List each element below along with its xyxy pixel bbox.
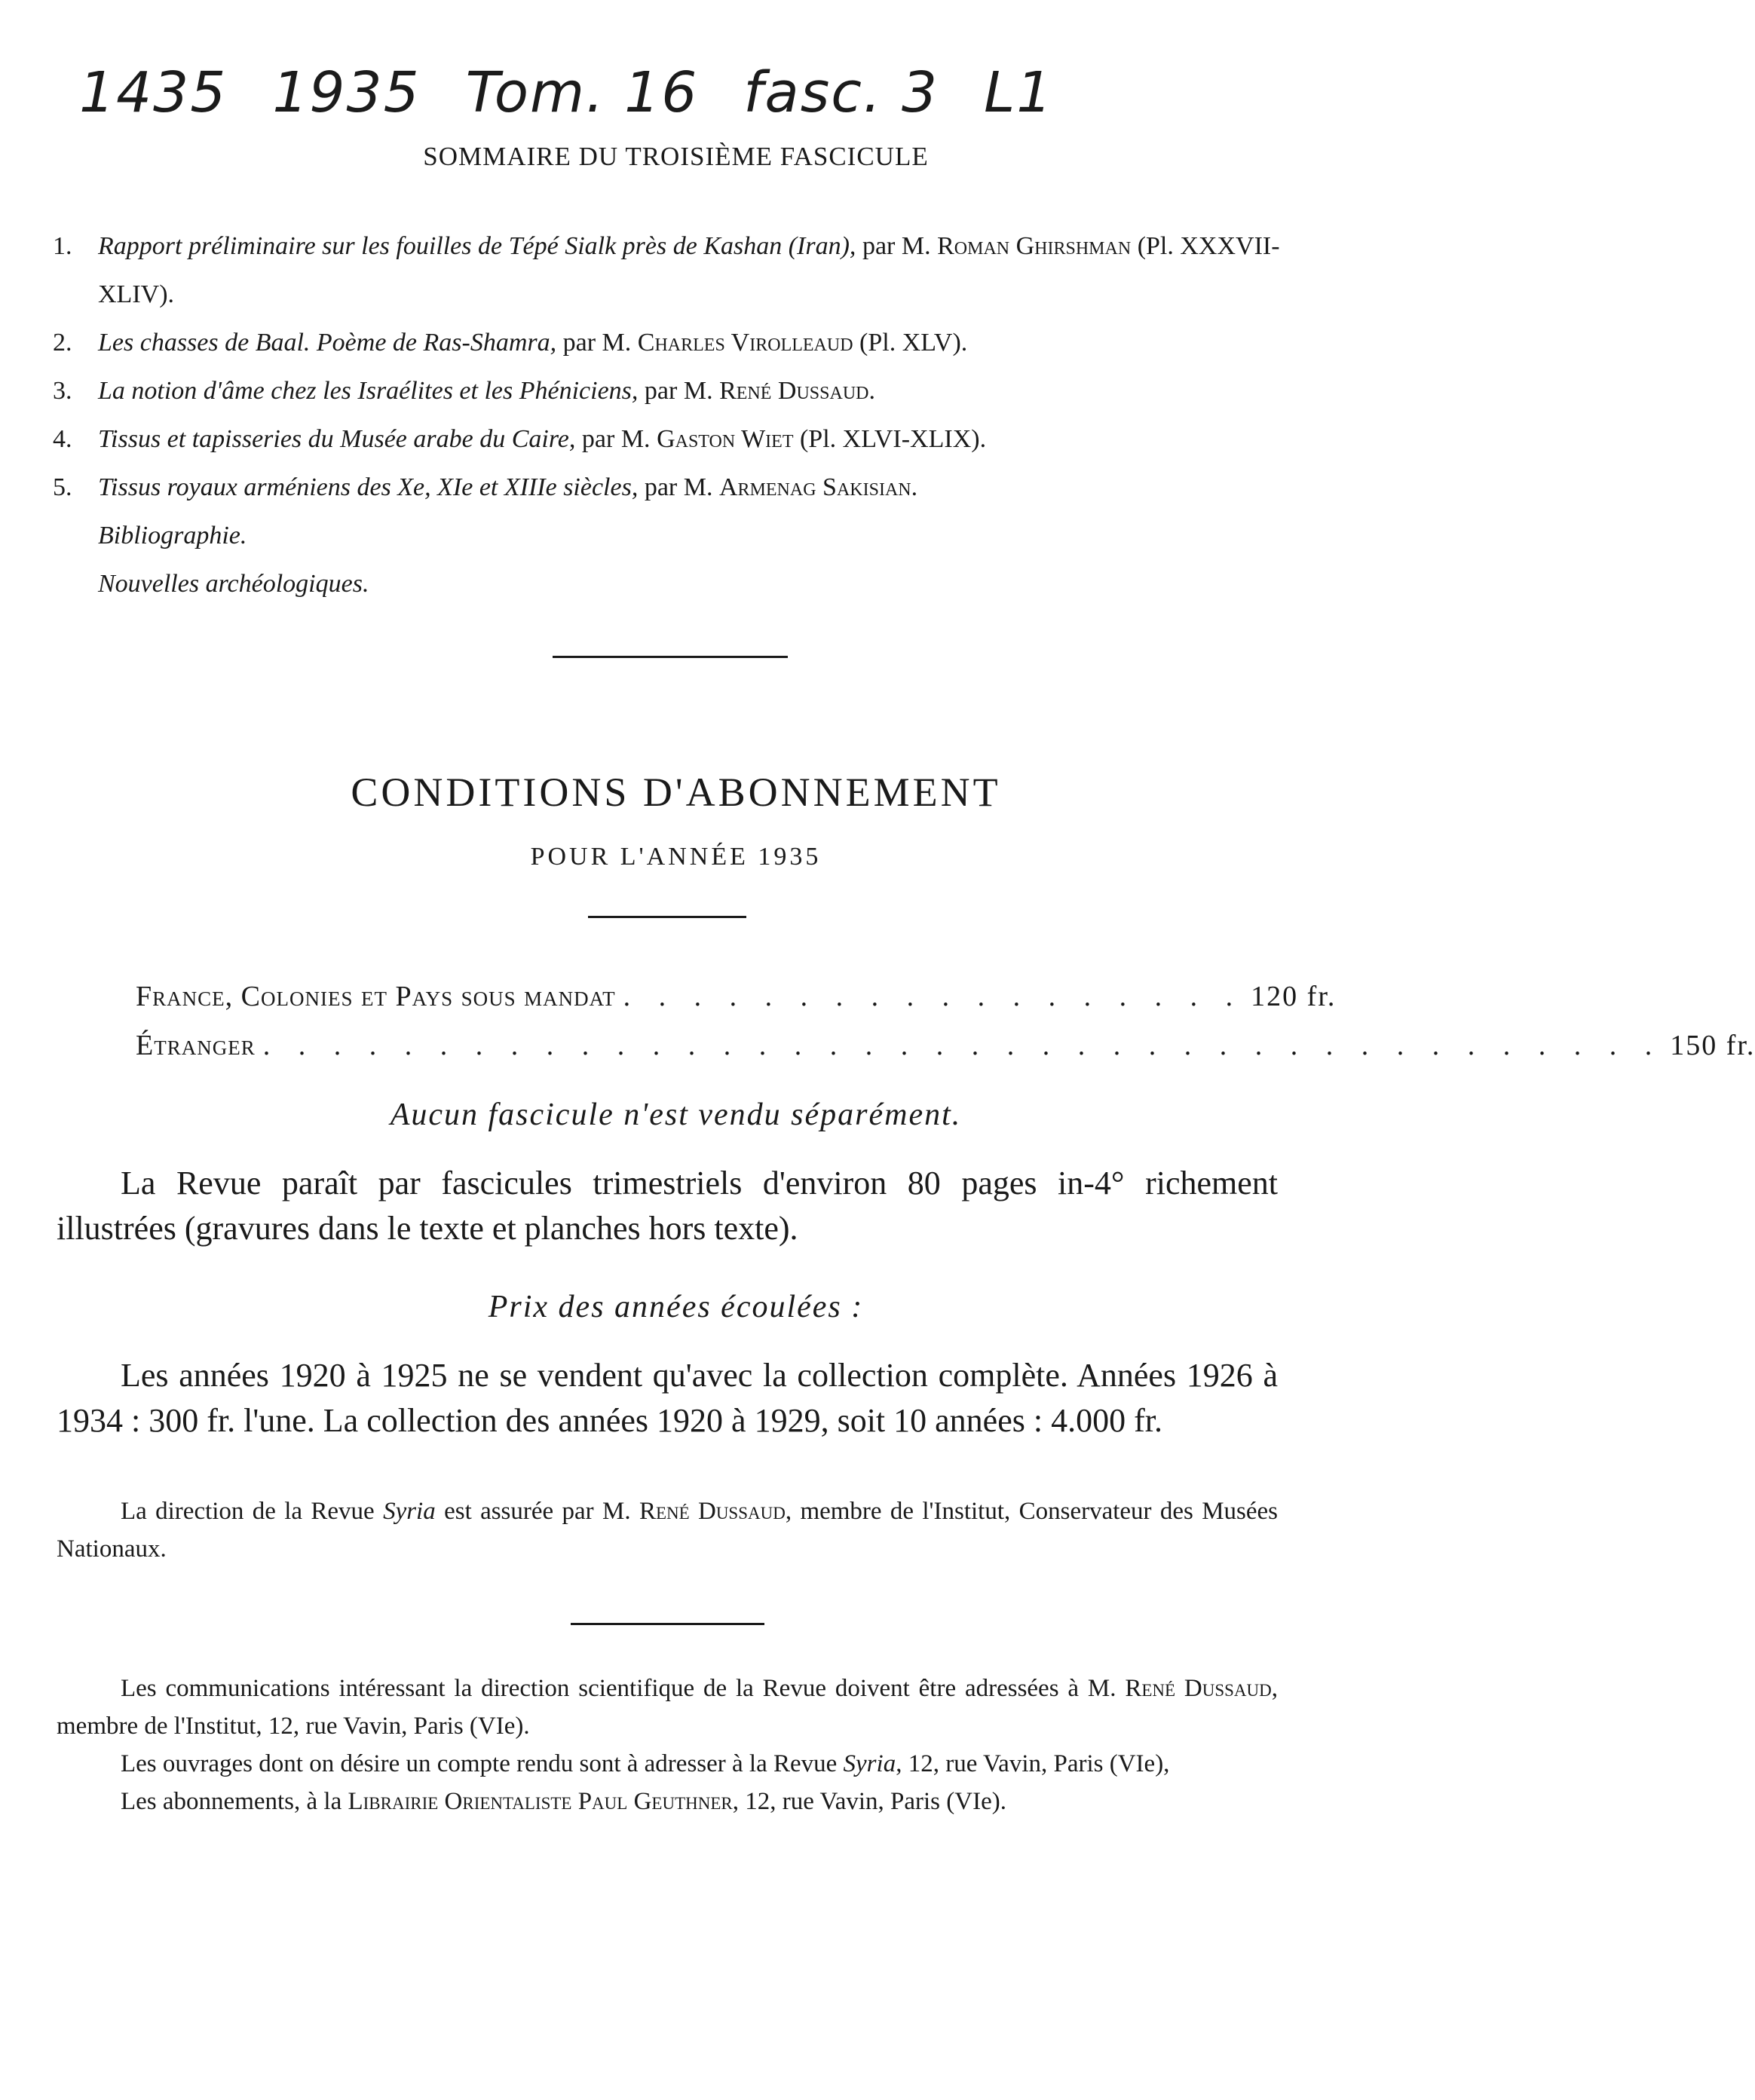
past-years-text: Les années 1920 à 1925 ne se vendent qu'avec la collection complète. Années 1926 à 1934 : 300 fr. l'une. La collection des années 1920 à 1929, soit 10 années : 4.000 fr. [57,1357,1278,1439]
toc-number: 5. [53,473,72,501]
toc-title: Rapport préliminaire sur les fouilles de Tépé Sialk près de Kashan (Iran), [98,232,856,260]
toc-author: Armenag Sakisian. [718,473,918,501]
toc-by: par M. [581,425,651,453]
no-single-issue-note: Aucun fascicule n'est vendu séparément. [390,1097,962,1132]
conditions-title: CONDITIONS D'ABONNEMENT [351,770,1001,815]
toc-plates: (Pl. XLV). [859,329,968,357]
toc-item [53,367,1289,415]
journal-name: Syria [383,1498,436,1525]
direction-paragraph [57,1492,1278,1568]
divider-rule [588,916,746,918]
direction-post: , membre de l'Institut, Conservateur des Musées Nationaux. [57,1498,1279,1563]
price-leader-dots: . . . . . . . . . . . . . . . . . . [623,981,1244,1012]
publisher-name: Librairie Orientaliste Paul Geuthner [348,1788,733,1815]
toc-number: 4. [53,425,72,453]
handwritten-fascicle: fasc. 3 [743,60,939,125]
toc-item [53,415,1289,464]
toc-bibliographie: Bibliographie. [98,522,247,549]
toc-title: Les chasses de Baal. Poème de Ras-Shamra, [98,329,557,357]
footer-ouvrages: Les ouvrages dont on désire un compte rendu sont à adresser à la Revue Syria, 12, rue Vavin, Paris (VIe), [121,1750,1170,1777]
toc-title: Tissus royaux arméniens des Xe, XIe et XIIIe siècles, [98,473,639,501]
handwritten-year: 1935 [272,60,421,125]
journal-name: Syria [843,1750,896,1777]
toc-item [53,319,1289,367]
divider-rule [553,656,788,658]
handwritten-tome: Tom. 16 [465,60,699,125]
divider-rule [571,1623,764,1625]
toc-title: La notion d'âme chez les Israélites et les Phéniciens, [98,377,639,405]
price-label: Étranger [136,1030,256,1061]
footer-notices [57,1670,1278,1820]
toc-author: Roman Ghirshman [937,232,1132,260]
price-leader-dots: . . . . . . . . . . . . . . . . . . . . . . . . . . . . . . . . . . . . . . . . [262,1030,1663,1061]
handwritten-code: L1 [984,60,1054,125]
handwritten-annotation [79,60,1150,125]
toc-plates: (Pl. XXXVII-XLIV). [98,232,1280,308]
director-name: René Dussaud [639,1498,786,1525]
toc-author: Charles Virolleaud [637,329,853,357]
director-name: René Dussaud [1125,1675,1272,1702]
footer-abonnements: Les abonnements, à la Librairie Orientaliste Paul Geuthner, 12, rue Vavin, Paris (VIe). [121,1788,1006,1815]
past-years-paragraph [57,1353,1278,1443]
publication-paragraph [57,1161,1278,1251]
toc-by: par M. [862,232,931,260]
toc-plates: (Pl. XLVI-XLIX). [799,425,987,453]
price-value: 120 fr. [1251,981,1337,1012]
footer-communications: Les communications intéressant la direction scientifique de la Revue doivent être adressées à M. René Dussaud, membre de l'Institut, 12, rue Vavin, Paris (VIe). [57,1675,1279,1740]
toc-number: 1. [53,232,72,260]
toc-number: 3. [53,377,72,405]
toc-by: par M. [562,329,632,357]
sommaire-title: SOMMAIRE DU TROISIÈME FASCICULE [423,142,929,171]
price-label: France, Colonies et Pays sous mandat [136,981,616,1012]
toc-nouvelles: Nouvelles archéologiques. [98,570,369,598]
toc-author: Gaston Wiet [657,425,794,453]
toc-author: René Dussaud. [719,377,875,405]
toc-by: par M. [644,473,713,501]
toc-title: Tissus et tapisseries du Musée arabe du Caire, [98,425,576,453]
toc-item [53,222,1289,319]
publication-text: La Revue paraît par fascicules trimestriels d'environ 80 pages in-4° richement illustrées (gravures dans le texte et planches hors texte). [57,1165,1278,1247]
direction-mid: est assurée par M. [444,1498,631,1525]
handwritten-number: 1435 [79,60,228,125]
toc-number: 2. [53,329,72,357]
toc-item [53,464,1289,512]
direction-pre: La direction de la Revue [121,1498,375,1525]
conditions-subtitle: POUR L'ANNÉE 1935 [530,843,822,871]
price-row-france [136,980,1337,1013]
price-value: 150 fr. [1670,1030,1755,1061]
table-of-contents [53,222,1289,608]
past-years-title: Prix des années écoulées : [488,1290,864,1324]
price-row-etranger [136,1029,1755,1062]
toc-by: par M. [644,377,713,405]
